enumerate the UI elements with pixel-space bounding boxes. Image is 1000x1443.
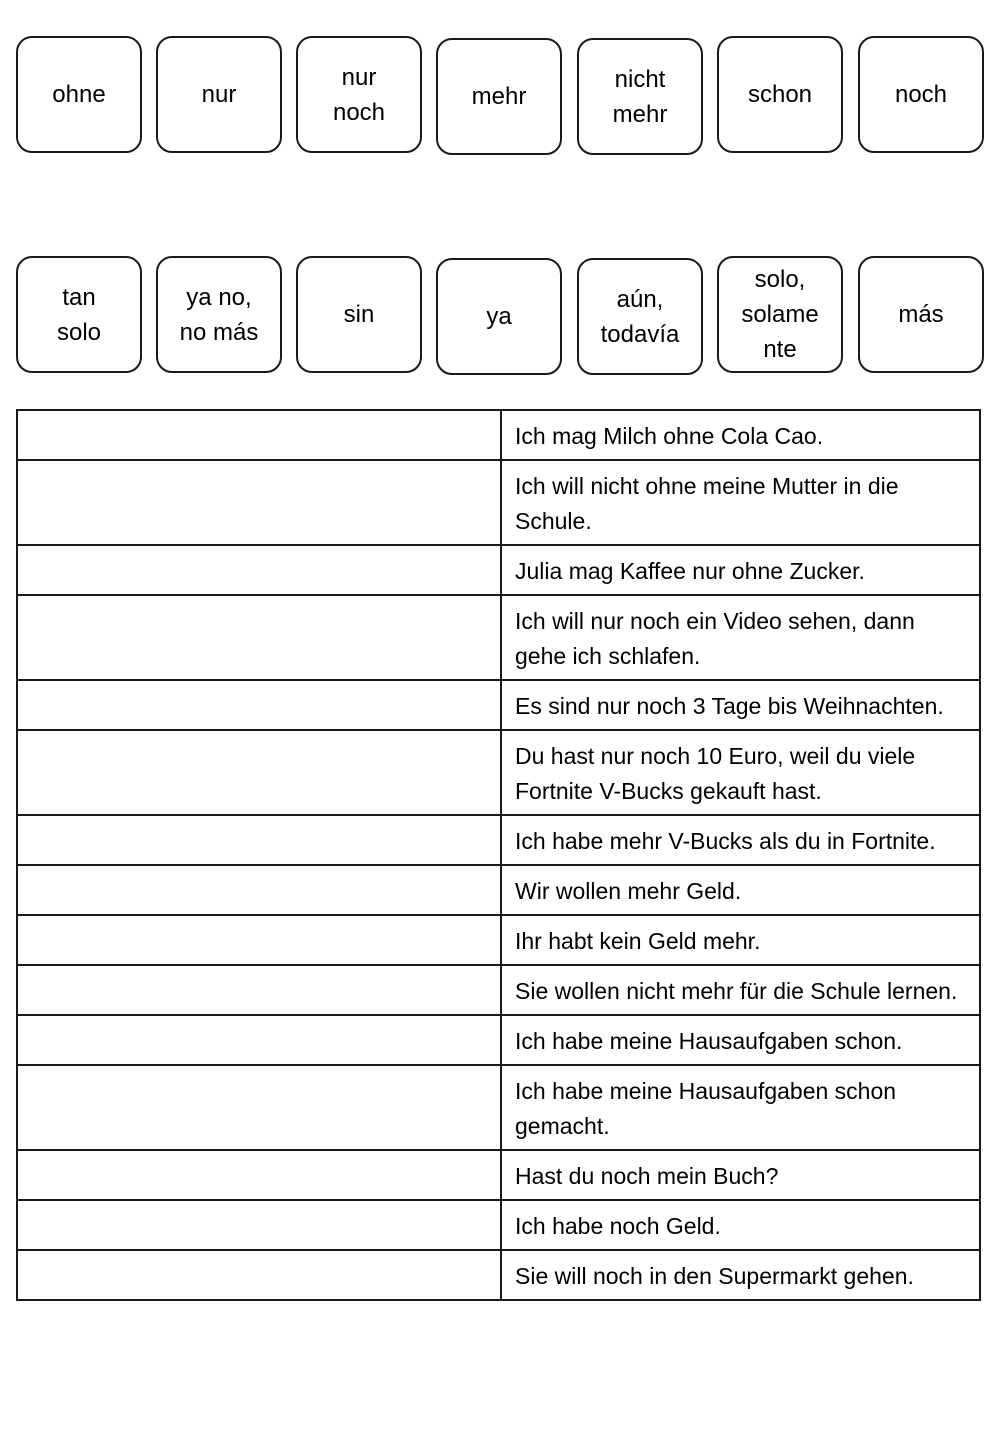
table-row — [17, 410, 980, 460]
word-chip-schon[interactable] — [717, 36, 843, 153]
table-row — [17, 545, 980, 595]
word-chip-mas[interactable] — [858, 256, 984, 373]
word-chip-label: ohne — [52, 81, 106, 108]
word-chip-label: tan solo — [56, 283, 102, 346]
table-row — [17, 915, 980, 965]
sentence-text: Ich habe meine Hausaufgaben schon gemacht. — [501, 1065, 980, 1150]
answer-drop-zone[interactable] — [17, 1200, 501, 1250]
answer-drop-zone[interactable] — [17, 460, 501, 545]
answer-drop-zone[interactable] — [17, 595, 501, 680]
word-chip-label: mehr — [471, 83, 527, 110]
table-row — [17, 1150, 980, 1200]
word-chip-ya-no[interactable] — [156, 256, 282, 373]
word-chip-label: más — [898, 301, 944, 328]
spanish-word-bank — [16, 256, 988, 376]
table-row — [17, 595, 980, 680]
sentence-text: Ich habe noch Geld. — [501, 1200, 980, 1250]
table-row — [17, 680, 980, 730]
word-chip-label: nur — [201, 81, 237, 108]
word-chip-label: solo, solame nte — [741, 266, 819, 363]
table-row — [17, 1065, 980, 1150]
answer-drop-zone[interactable] — [17, 965, 501, 1015]
word-chip-aun-todavia[interactable] — [577, 258, 703, 375]
answer-drop-zone[interactable] — [17, 410, 501, 460]
word-chip-nur-noch[interactable] — [296, 36, 422, 153]
sentence-text: Sie wollen nicht mehr für die Schule lernen. — [501, 965, 980, 1015]
word-chip-solo-solamente[interactable] — [717, 256, 843, 373]
table-row — [17, 460, 980, 545]
table-row — [17, 965, 980, 1015]
table-row — [17, 1015, 980, 1065]
word-chip-label: ya — [486, 303, 512, 330]
word-chip-noch[interactable] — [858, 36, 984, 153]
answer-drop-zone[interactable] — [17, 865, 501, 915]
word-chip-ohne[interactable] — [16, 36, 142, 153]
word-chip-label: aún, todavía — [600, 285, 680, 348]
answer-drop-zone[interactable] — [17, 1015, 501, 1065]
word-chip-label: ya no, no más — [179, 283, 259, 346]
table-row — [17, 1250, 980, 1300]
sentence-text: Ich habe mehr V-Bucks als du in Fortnite. — [501, 815, 980, 865]
german-word-bank — [16, 36, 988, 156]
sentence-text: Es sind nur noch 3 Tage bis Weihnachten. — [501, 680, 980, 730]
word-chip-nur[interactable] — [156, 36, 282, 153]
sentence-text: Du hast nur noch 10 Euro, weil du viele Fortnite V-Bucks gekauft hast. — [501, 730, 980, 815]
word-chip-ya[interactable] — [436, 258, 562, 375]
answer-drop-zone[interactable] — [17, 915, 501, 965]
word-chip-sin[interactable] — [296, 256, 422, 373]
answer-drop-zone[interactable] — [17, 1065, 501, 1150]
answer-drop-zone[interactable] — [17, 545, 501, 595]
sentence-text: Hast du noch mein Buch? — [501, 1150, 980, 1200]
word-chip-tan-solo[interactable] — [16, 256, 142, 373]
sentence-text: Ich mag Milch ohne Cola Cao. — [501, 410, 980, 460]
table-row — [17, 730, 980, 815]
sentence-text: Ich habe meine Hausaufgaben schon. — [501, 1015, 980, 1065]
sentence-text: Julia mag Kaffee nur ohne Zucker. — [501, 545, 980, 595]
answer-drop-zone[interactable] — [17, 730, 501, 815]
word-chip-label: schon — [747, 81, 813, 108]
word-chip-label: sin — [343, 301, 375, 328]
sentence-text: Ihr habt kein Geld mehr. — [501, 915, 980, 965]
word-chip-label: nur noch — [332, 63, 386, 126]
sentence-text: Wir wollen mehr Geld. — [501, 865, 980, 915]
word-chip-mehr[interactable] — [436, 38, 562, 155]
table-row — [17, 865, 980, 915]
word-chip-label: noch — [894, 81, 948, 108]
answer-drop-zone[interactable] — [17, 1150, 501, 1200]
answer-drop-zone[interactable] — [17, 815, 501, 865]
sentence-text: Sie will noch in den Supermarkt gehen. — [501, 1250, 980, 1300]
table-row — [17, 1200, 980, 1250]
sentence-table — [16, 409, 981, 1301]
word-chip-nicht-mehr[interactable] — [577, 38, 703, 155]
answer-drop-zone[interactable] — [17, 680, 501, 730]
answer-drop-zone[interactable] — [17, 1250, 501, 1300]
sentence-text: Ich will nicht ohne meine Mutter in die Schule. — [501, 460, 980, 545]
table-row — [17, 815, 980, 865]
sentence-text: Ich will nur noch ein Video sehen, dann gehe ich schlafen. — [501, 595, 980, 680]
word-chip-label: nicht mehr — [612, 65, 668, 128]
